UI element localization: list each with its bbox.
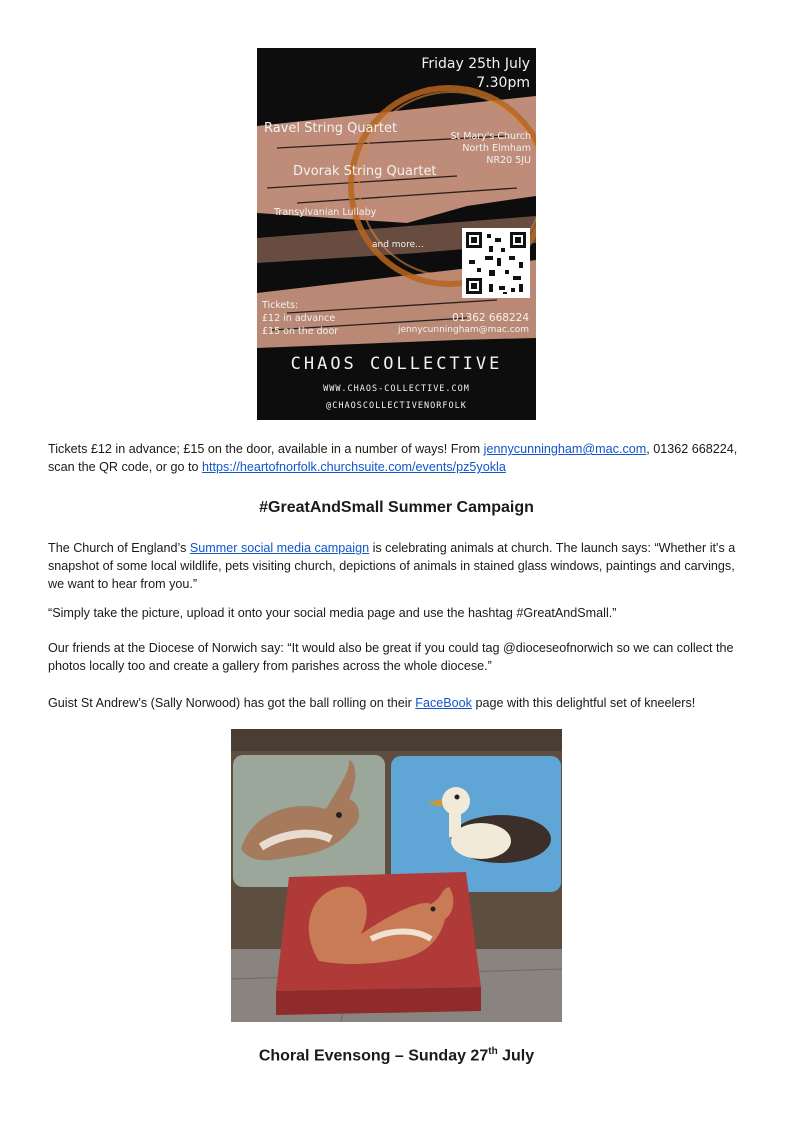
tickets-paragraph: Tickets £12 in advance; £15 on the door, available in a number of ways! From jennycunningham@mac.com, 01362 668224, scan the QR code, or go to https://heartofnorfolk.churchsuite.com/events/pz5yokla xyxy=(48,442,738,474)
email-link[interactable]: jennycunningham@mac.com xyxy=(483,442,647,456)
poster-item-dvorak: Dvorak String Quartet xyxy=(293,164,437,179)
campaign-link[interactable]: Summer social media campaign xyxy=(189,541,370,555)
poster-email: jennycunningham@mac.com xyxy=(397,325,529,335)
poster-social: @CHAOSCOLLECTIVENORFOLK xyxy=(326,401,467,411)
guist-paragraph: Guist St Andrew’s (Sally Norwood) has got the ball rolling on their FaceBook page with this delightful set of kneelers! xyxy=(48,696,696,710)
facebook-link[interactable]: FaceBook xyxy=(415,696,472,710)
hashtag-paragraph: “Simply take the picture, upload it onto your social media page and use the hashtag #GreatAndSmall.” xyxy=(48,606,617,620)
poster-item-ravel: Ravel String Quartet xyxy=(264,121,398,136)
churchsuite-link[interactable]: https://heartofnorfolk.churchsuite.com/events/pz5yokla xyxy=(202,460,506,474)
poster-group-name: CHAOS COLLECTIVE xyxy=(290,354,503,374)
poster-venue: St Mary's Church North Elmham NR20 5JU xyxy=(450,131,531,166)
heading-great-and-small: #GreatAndSmall Summer Campaign xyxy=(259,499,534,516)
poster-time: 7.30pm xyxy=(476,75,530,91)
poster-date: Friday 25th July xyxy=(421,56,530,72)
poster-item-lullaby: Transylvanian Lullaby xyxy=(274,207,377,218)
concert-poster xyxy=(257,48,536,420)
poster-website: WWW.CHAOS-COLLECTIVE.COM xyxy=(323,384,470,394)
poster-item-more: and more... xyxy=(372,240,424,250)
diocese-paragraph: Our friends at the Diocese of Norwich say: “It would also be great if you could tag @dioceseofnorwich so we can collect the photos locally too and create a gallery from parishes across the whole diocese.” xyxy=(48,641,734,673)
poster-phone: 01362 668224 xyxy=(452,312,529,324)
heading-choral-evensong: Choral Evensong – Sunday 27th July xyxy=(258,1046,535,1065)
poster-tickets: Tickets: £12 in advance £15 on the door xyxy=(262,300,339,337)
campaign-paragraph: The Church of England’s Summer social media campaign is celebrating animals at church. The launch says: “Whether it's a snapshot of some local wildlife, pets visiting church, depictions of animals in stained glass windows, paintings and carvings, we want to hear from you.” xyxy=(48,541,736,591)
kneelers-photo xyxy=(231,729,562,1022)
kneelers-illustration xyxy=(231,729,562,1022)
